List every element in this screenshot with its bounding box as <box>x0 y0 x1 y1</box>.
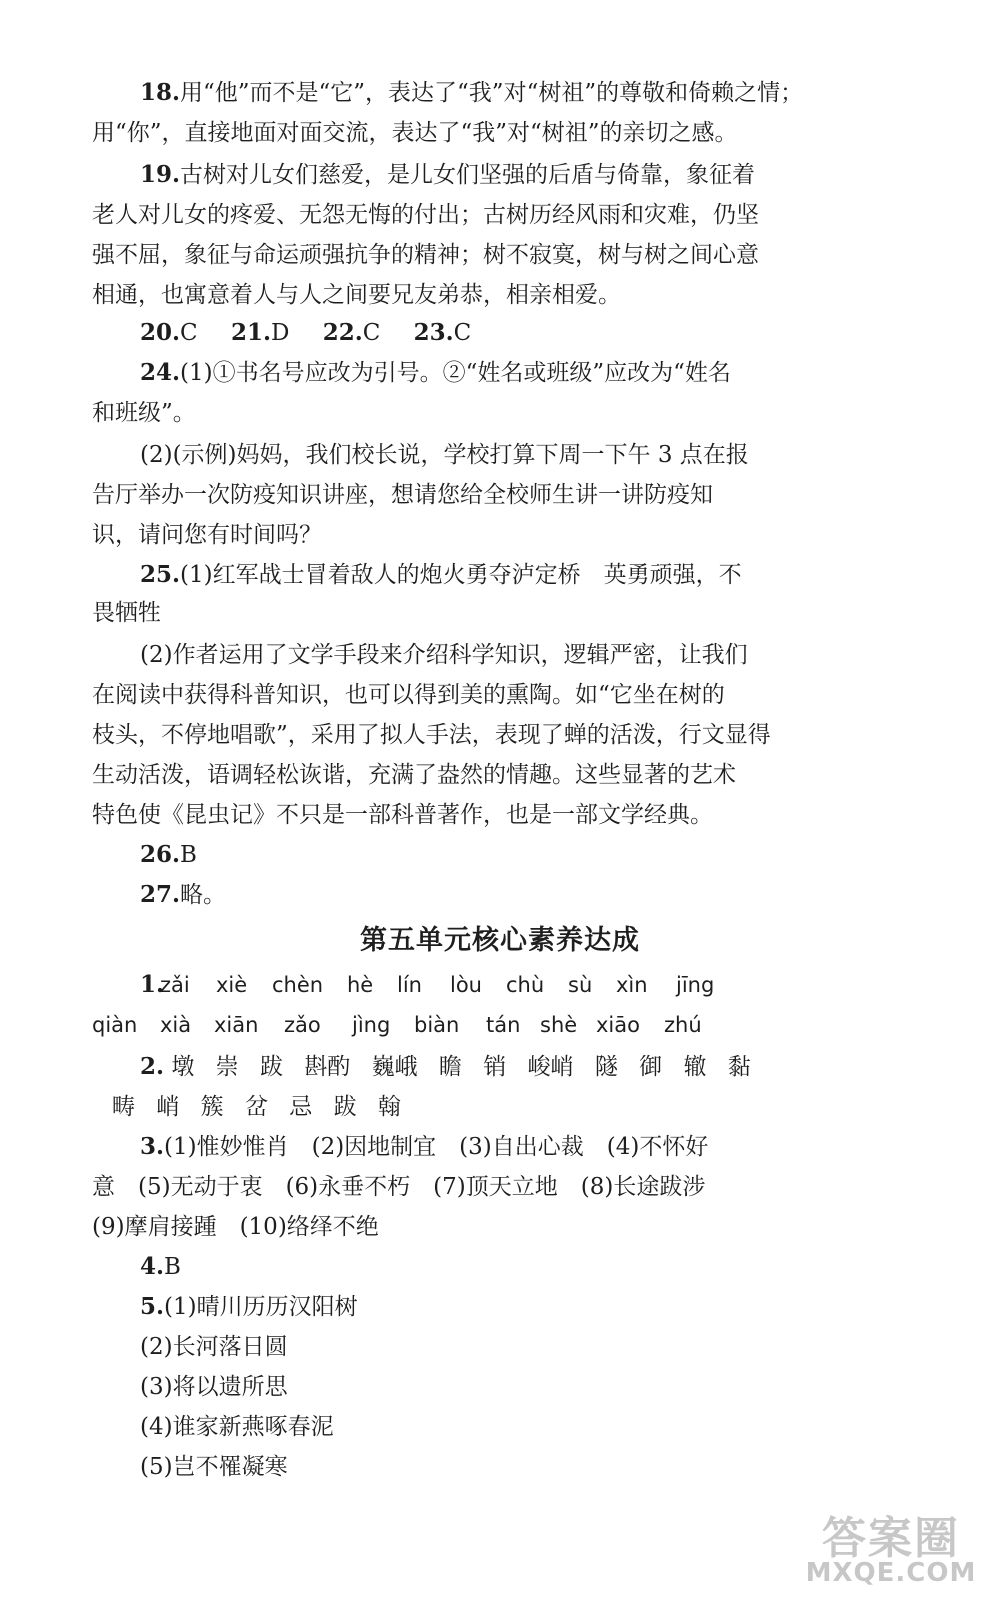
q24-line-1: 24.(1)①书名号应改为引号。②“姓名或班级”应改为“姓名 <box>140 359 731 386</box>
q26-line: 26.B <box>140 841 197 868</box>
answer-page: 18.用“他”而不是“它”，表达了“我”对“树祖”的尊敬和倚赖之情； 用“你”，直接地面对面交流，表达了“我”对“树祖”的亲切之感。 19.古树对儿女们慈爱，是儿女们坚强的后盾与倚靠，象征着 老人对儿女的疼爱、无怨无悔的付出；古树历经风雨和灾难，仍坚 强不屈，象征与命运顽强抗争的精神；树不寂寞，树与树之间心意 相通，也寓意着人与人之间要兄友弟恭，相亲相爱。 20.C 21.D 22.C 23.C 24.(1)①书名号应改为引号。②“姓名或班级”应改为“姓名 和班级”。 (2)(示例)妈妈，我们校长说，学校打算下周一下午 3 点在报 告厅举办一次防疫知识讲座，想请您给全校师生讲一讲防疫知 识，请问您有时间吗？ 25.(1)红军战士冒着敌人的炮火勇夺泸定桥 英勇顽强，不 畏牺牲 (2)作者运用了文学手段来介绍科学知识，逻辑严密，让我们 在阅读中获得科普知识，也可以得到美的熏陶。如“它坐在树的 枝头，不停地唱歌”，采用了拟人手法，表现了蝉的活泼，行文显得 生动活泼，语调轻松诙谐，充满了盎然的情趣。这些显著的艺术 特色使《昆虫记》不只是一部科普著作，也是一部文学经典。 26.B 27.略。 第五单元核心素养达成 1. zǎi xiè chèn hè lín lòu chù sù xìn jīng qiàn xià xiān zǎo jìng biàn tán shè xiāo zhú 2. 墩 崇 跋 斟酌 巍峨 瞻 销 峻峭 隧 御 辙 黏 畴 峭 簇 岔 忌 跋 翰 3.(1)惟妙惟肖 (2)因地制宜 (3)自出心裁 (4)不怀好 意 (5)无动于衷 (6)永垂不朽 (7)顶天立地 (8)长途跋涉 (9)摩肩接踵 (10)络绎不绝 4.B 5.(1)晴川历历汉阳树 (2)长河落日圆 (3)将以遗所思 (4)谁家新燕啄春泥 (5)岂不罹凝寒 答案圈 MXQE.COM <box>0 0 1000 1600</box>
q25-line-3: (2)作者运用了文学手段来介绍科学知识，逻辑严密，让我们 <box>140 642 748 668</box>
q24-line-3: (2)(示例)妈妈，我们校长说，学校打算下周一下午 3 点在报 <box>140 442 749 468</box>
u5-q5-item-4: (4)谁家新燕啄春泥 <box>140 1414 334 1440</box>
q25-line-7: 特色使《昆虫记》不只是一部科普著作，也是一部文学经典。 <box>92 802 713 828</box>
watermark-logo: 答案圈 MXQE.COM <box>805 1513 977 1588</box>
unit-heading: 第五单元核心素养达成 <box>360 925 640 956</box>
q19-line-2: 老人对儿女的疼爱、无怨无悔的付出；古树历经风雨和灾难，仍坚 <box>92 202 759 228</box>
u5-q1-number: 1. <box>140 971 165 998</box>
q24-line-5: 识，请问您有时间吗？ <box>92 522 322 548</box>
u5-q3-line-3: (9)摩肩接踵 (10)络绎不绝 <box>92 1214 379 1240</box>
q24-line-2: 和班级”。 <box>92 400 196 426</box>
q25-line-2: 畏牺牲 <box>92 600 161 626</box>
q20-23-line: 20.C 21.D 22.C 23.C <box>140 319 472 346</box>
u5-q4-line: 4.B <box>140 1253 181 1280</box>
q24-number: 24. <box>140 359 181 386</box>
q18-line-2: 用“你”，直接地面对面交流，表达了“我”对“树祖”的亲切之感。 <box>92 120 738 146</box>
q19-line-1: 19.古树对儿女们慈爱，是儿女们坚强的后盾与倚靠，象征着 <box>140 161 756 188</box>
u5-q5-item-3: (3)将以遗所思 <box>140 1374 288 1400</box>
u5-q2-line-1: 2. 墩 崇 跋 斟酌 巍峨 瞻 销 峻峭 隧 御 辙 黏 <box>140 1053 751 1080</box>
q25-line-1: 25.(1)红军战士冒着敌人的炮火勇夺泸定桥 英勇顽强，不 <box>140 561 742 588</box>
q25-line-4: 在阅读中获得科普知识，也可以得到美的熏陶。如“它坐在树的 <box>92 682 725 708</box>
q19-number: 19. <box>140 161 181 188</box>
u5-q5-item-5: (5)岂不罹凝寒 <box>140 1454 288 1480</box>
q25-line-6: 生动活泼，语调轻松诙谐，充满了盎然的情趣。这些显著的艺术 <box>92 762 736 788</box>
q18-number: 18. <box>140 79 181 106</box>
q27-line: 27.略。 <box>140 881 227 908</box>
q18-line-1: 18.用“他”而不是“它”，表达了“我”对“树祖”的尊敬和倚赖之情； <box>140 79 804 106</box>
q19-line-3: 强不屈，象征与命运顽强抗争的精神；树不寂寞，树与树之间心意 <box>92 242 759 268</box>
u5-q5-item-2: (2)长河落日圆 <box>140 1334 288 1360</box>
q25-line-5: 枝头，不停地唱歌”，采用了拟人手法，表现了蝉的活泼，行文显得 <box>92 722 771 748</box>
q24-line-4: 告厅举办一次防疫知识讲座，想请您给全校师生讲一讲防疫知 <box>92 482 713 508</box>
q25-number: 25. <box>140 561 181 588</box>
u5-q5-item-1: 5.(1)晴川历历汉阳树 <box>140 1293 358 1320</box>
u5-q3-line-1: 3.(1)惟妙惟肖 (2)因地制宜 (3)自出心裁 (4)不怀好 <box>140 1133 709 1160</box>
u5-q3-line-2: 意 (5)无动于衷 (6)永垂不朽 (7)顶天立地 (8)长途跋涉 <box>92 1174 706 1200</box>
q19-line-4: 相通，也寓意着人与人之间要兄友弟恭，相亲相爱。 <box>92 282 621 308</box>
u5-q2-line-2: 畴 峭 簇 岔 忌 跋 翰 <box>112 1094 401 1120</box>
